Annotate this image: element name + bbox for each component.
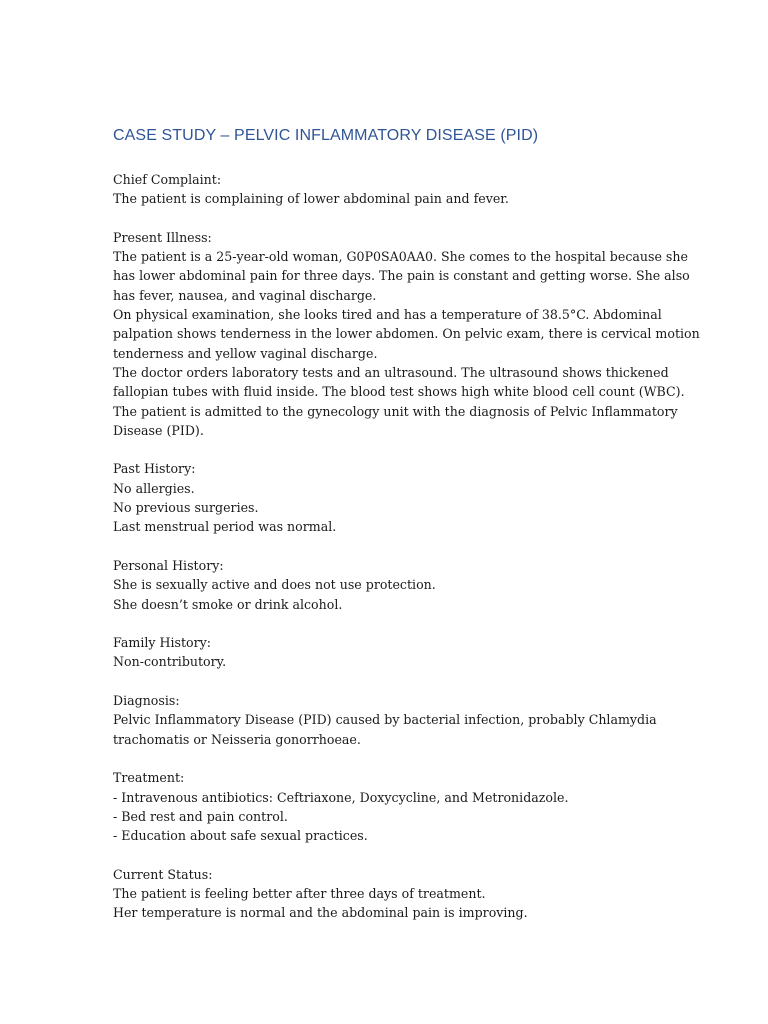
paragraph-line: has lower abdominal pain for three days. The pain is constant and getting worse. She also [113,268,690,284]
paragraph-line: Her temperature is normal and the abdominal pain is improving. [113,905,528,921]
section-heading: Current Status: [113,866,213,882]
paragraph-line: The patient is admitted to the gynecology unit with the diagnosis of Pelvic Inflammatory [113,403,678,419]
list-item: - Intravenous antibiotics: Ceftriaxone, Doxycycline, and Metronidazole. [113,789,569,805]
paragraph-line: Non-contributory. [113,654,227,670]
paragraph-line: The doctor orders laboratory tests and an ultrasound. The ultrasound shows thickened [113,364,669,380]
paragraph-line: Last menstrual period was normal. [113,519,337,535]
paragraph-line: tenderness and yellow vaginal discharge. [113,345,378,361]
section-heading: Family History: [113,635,212,651]
paragraph-line: She is sexually active and does not use protection. [113,577,436,593]
paragraph-line: palpation shows tenderness in the lower abdomen. On pelvic exam, there is cervical motion [113,326,700,342]
section-chief-complaint [113,170,663,209]
section-present-illness [113,228,700,440]
list-item: - Bed rest and pain control. [113,808,288,824]
section-diagnosis [113,691,663,749]
paragraph-line: The patient is a 25-year-old woman, G0P0SA0AA0. She comes to the hospital because she [113,249,688,265]
paragraph-line: trachomatis or Neisseria gonorrhoeae. [113,731,361,747]
paragraph-line: No allergies. [113,480,195,496]
section-heading: Present Illness: [113,229,212,245]
section-current-status [113,865,663,923]
paragraph-line: The patient is complaining of lower abdominal pain and fever. [113,191,509,207]
paragraph-line: has fever, nausea, and vaginal discharge. [113,287,377,303]
paragraph-line: No previous surgeries. [113,500,259,516]
section-heading: Personal History: [113,557,224,573]
list-item: - Education about safe sexual practices. [113,828,368,844]
section-heading: Diagnosis: [113,693,180,709]
paragraph-line: She doesn’t smoke or drink alcohol. [113,596,343,612]
paragraph-line: fallopian tubes with fluid inside. The blood test shows high white blood cell count (WBC). [113,384,685,400]
document-body [113,125,700,942]
paragraph-line: The patient is feeling better after three days of treatment. [113,885,486,901]
section-family-history [113,633,663,672]
section-past-history [113,459,663,536]
section-heading: Chief Complaint: [113,172,222,187]
section-personal-history [113,556,663,614]
section-heading: Treatment: [113,770,185,786]
paragraph-line: On physical examination, she looks tired and has a temperature of 38.5°C. Abdominal [113,307,662,323]
section-heading: Past History: [113,461,196,477]
paragraph-line: Disease (PID). [113,422,204,438]
section-treatment [113,768,663,845]
paragraph-line: Pelvic Inflammatory Disease (PID) caused by bacterial infection, probably Chlamydia [113,712,657,728]
document-title: CASE STUDY – PELVIC INFLAMMATORY DISEASE (PID) [113,127,539,144]
